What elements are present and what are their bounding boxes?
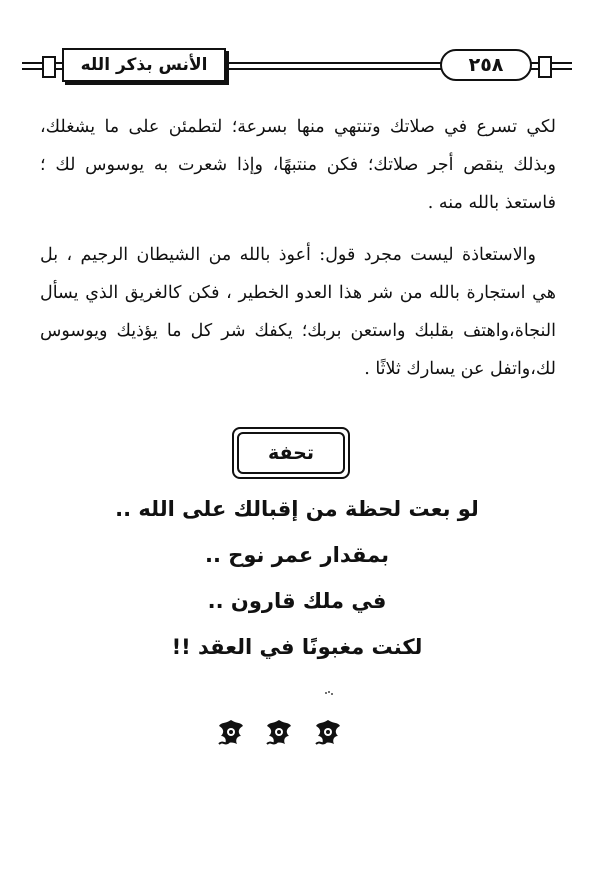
gem-line-1: لو بعت لحظة من إقبالك على الله .. [115,497,479,521]
gem-label-inner-box [237,432,345,474]
gem-line-4: لكنت مغبونًا في العقد !! [171,635,423,659]
decorative-dot-mark [324,690,334,696]
gem-line-2: بمقدار عمر نوح .. [204,543,390,567]
floral-ornament-icon [312,716,344,748]
page-header [22,45,572,85]
gem-line-3: في ملك قارون .. [207,589,387,613]
page-number: ٢٥٨ [468,54,504,76]
gem-label-box [232,427,350,479]
header-end-cap [42,56,56,78]
floral-ornament-icon [215,716,247,748]
paragraph-2: والاستعاذة ليست مجرد قول: أعوذ بالله من الشيطان الرجيم ، بل هي استجارة بالله من شر هذا العدو الخطير ، فكن كالغريق الذي يسأل النجاة،واهتف بقلبك واستعن بربك؛ يكفك شر كل ما يؤذيك ويوسوس لك،واتفل عن يسارك ثلاثًا . [40,245,556,379]
header-end-cap [538,56,552,78]
gem-label: تحفة [267,442,315,464]
running-title-box [62,48,226,82]
page-number-box [440,49,532,81]
running-title: الأنس بذكر الله [80,55,208,75]
floral-ornament-icon [263,716,295,748]
paragraph-1: لكي تسرع في صلاتك وتنتهي منها بسرعة؛ لتطمئن على ما يشغلك، وبذلك ينقص أجر صلاتك؛ فكن منتبهًا، وإذا شعرت به يوسوس لك ؛ فاستعذ بالله منه . [40,117,556,213]
